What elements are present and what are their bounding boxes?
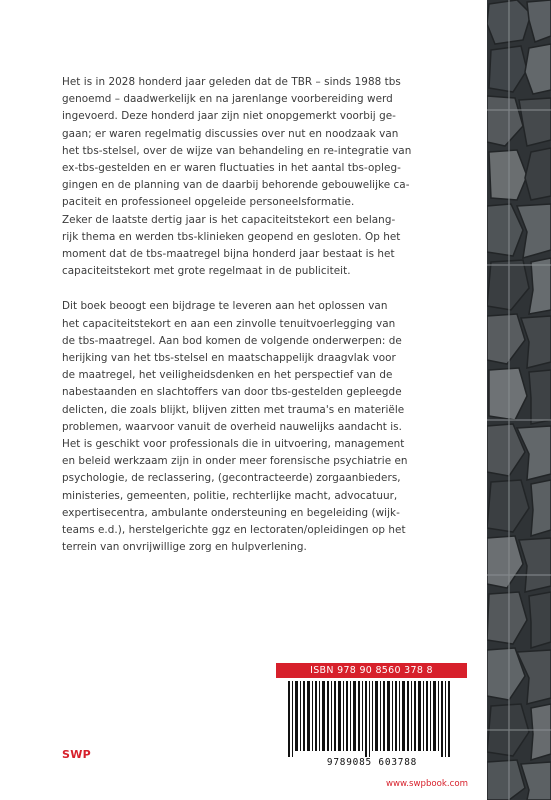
isbn-label: ISBN 978 90 8560 378 8 bbox=[276, 663, 467, 678]
publisher-logo: SWP bbox=[62, 748, 92, 761]
paragraph-2 bbox=[62, 298, 466, 556]
barcode-digits: 9789085 603788 bbox=[287, 757, 457, 768]
text-line: problemen, waarvoor vanuit de overheid nauwelijks aandacht is. bbox=[62, 420, 402, 433]
text-line: gingen en de planning van de daarbij behorende gebouwelijke ca- bbox=[62, 179, 410, 192]
text-line: gaan; er waren regelmatig discussies over nut en noodzaak van bbox=[62, 127, 399, 140]
paragraph-gap bbox=[62, 280, 466, 298]
text-line: psychologie, de reclassering, (gecontracteerde) zorgaanbieders, bbox=[62, 472, 401, 485]
text-line: Dit boek beoogt een bijdrage te leveren aan het oplossen van bbox=[62, 300, 388, 313]
text-line: en beleid werkzaam zijn in onder meer forensische psychiatrie en bbox=[62, 455, 408, 468]
barcode bbox=[276, 679, 467, 769]
text-line: het tbs-stelsel, over de wijze van behandeling en re-integratie van bbox=[62, 144, 412, 157]
text-line: ministeries, gemeenten, politie, rechterlijke macht, advocatuur, bbox=[62, 489, 398, 502]
stone-wall-image bbox=[487, 0, 551, 800]
text-line: terrein van onvrijwillige zorg en hulpverlening. bbox=[62, 541, 307, 554]
text-line: herijking van het tbs-stelsel en maatschappelijk draagvlak voor bbox=[62, 352, 396, 365]
text-line: delicten, die zoals blijkt, blijven zitten met trauma's en materiële bbox=[62, 403, 405, 416]
barcode-bars bbox=[276, 679, 467, 757]
text-line: de tbs-maatregel. Aan bod komen de volgende onderwerpen: de bbox=[62, 334, 402, 347]
publisher-website[interactable]: www.swpbook.com bbox=[385, 779, 468, 789]
text-line: ex-tbs-gestelden en er waren fluctuaties in het aantal tbs-opleg- bbox=[62, 162, 401, 175]
paragraph-1 bbox=[62, 74, 466, 280]
text-line: teams e.d.), herstelgerichte ggz en lectoraten/opleidingen op het bbox=[62, 524, 406, 537]
blurb-text bbox=[62, 74, 466, 556]
text-line: ingevoerd. Deze honderd jaar zijn niet onopgemerkt voorbij ge- bbox=[62, 110, 396, 123]
text-line: nabestaanden en slachtoffers van door tbs-gestelden gepleegde bbox=[62, 386, 402, 399]
text-line: expertisecentra, ambulante ondersteuning en begeleiding (wijk- bbox=[62, 506, 400, 519]
text-line: Het is in 2028 honderd jaar geleden dat de TBR – sinds 1988 tbs bbox=[62, 76, 401, 88]
text-line: Zeker de laatste dertig jaar is het capaciteitstekort een belang- bbox=[62, 213, 396, 226]
text-line: genoemd – daadwerkelijk en na jarenlange voorbereiding werd bbox=[62, 93, 393, 106]
text-line: capaciteitstekort met grote regelmaat in de publiciteit. bbox=[62, 265, 351, 278]
text-line: de maatregel, het veiligheidsdenken en het perspectief van de bbox=[62, 369, 393, 382]
text-line: Het is geschikt voor professionals die in uitvoering, management bbox=[62, 438, 405, 451]
text-line: paciteit en professioneel opgeleide personeelsformatie. bbox=[62, 196, 355, 209]
text-line: het capaciteitstekort en aan een zinvolle tenuitvoerlegging van bbox=[62, 317, 396, 330]
text-line: rijk thema en werden tbs-klinieken geopend en gesloten. Op het bbox=[62, 230, 401, 243]
stone-wall-graphic bbox=[487, 0, 551, 800]
text-line: moment dat de tbs-maatregel bijna honderd jaar bestaat is het bbox=[62, 248, 395, 261]
